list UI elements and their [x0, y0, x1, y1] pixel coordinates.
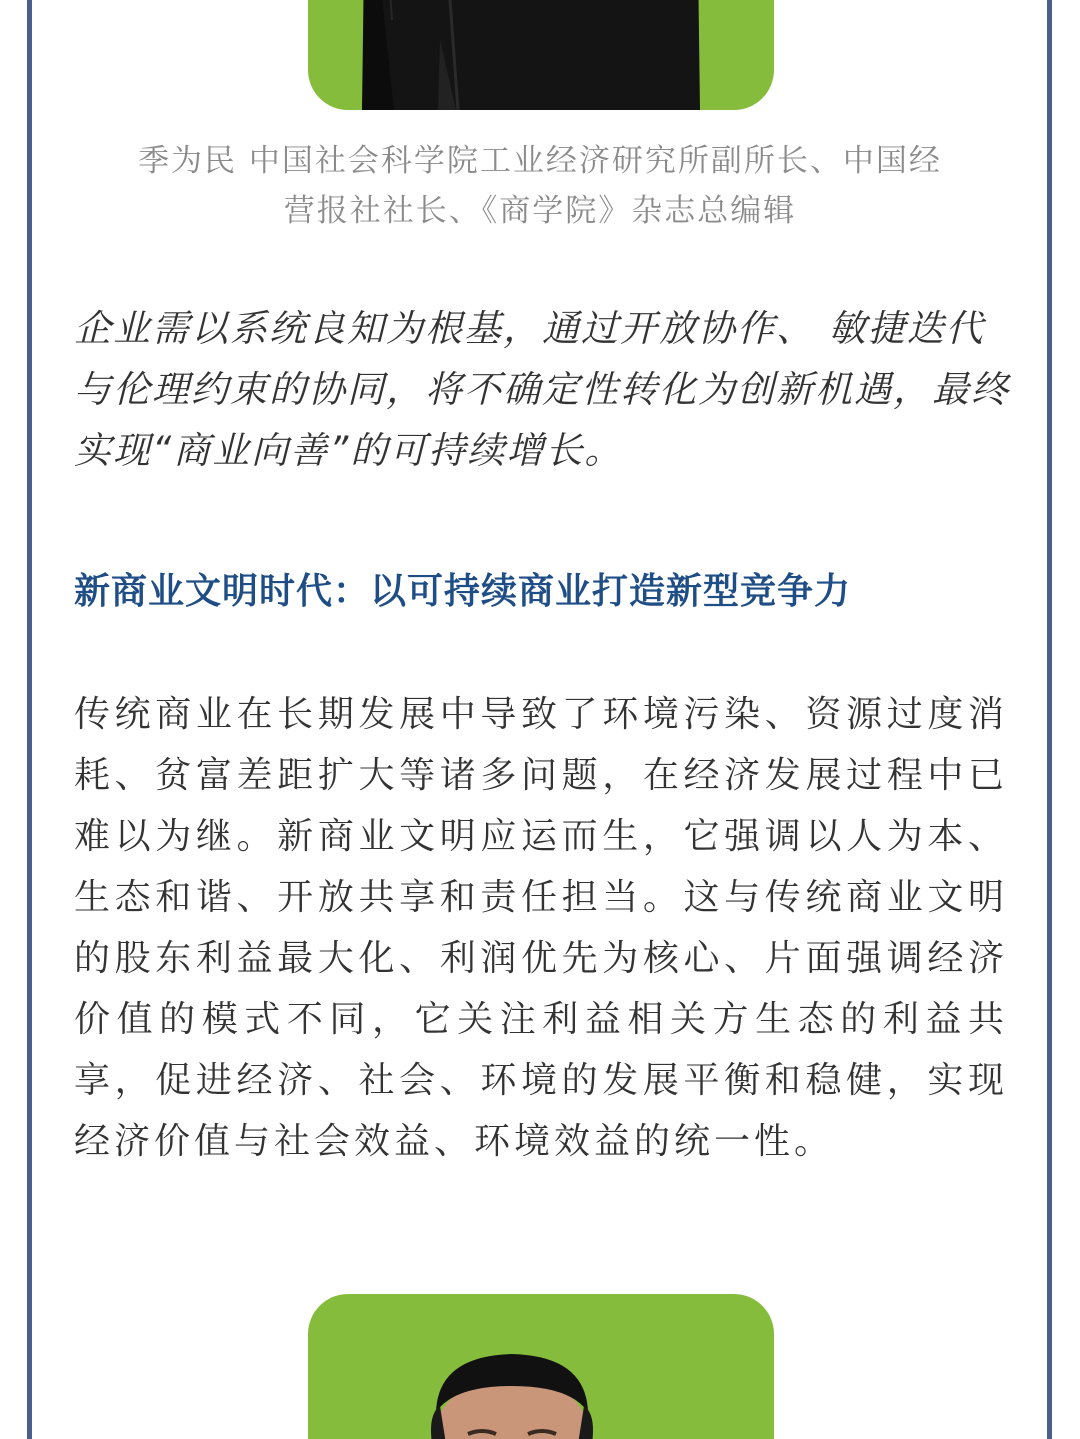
- frame-border-right: [1047, 0, 1052, 1439]
- portrait-figure-bottom: [308, 1294, 774, 1439]
- frame-border-left: [27, 0, 32, 1439]
- portrait-photo-bottom: [308, 1294, 774, 1439]
- pull-quote: 企业需以系统良知为根基，通过开放协作、 敏捷迭代与伦理约束的协同，将不确定性转化为创新机遇，最终实现“商业向善”的可持续增长。: [74, 307, 1010, 472]
- caption-line-1: 季为民 中国社会科学院工业经济研究所副所长、中国经: [138, 143, 942, 179]
- photo-caption: [72, 136, 1008, 236]
- portrait-figure-top: [308, 0, 774, 110]
- portrait-photo-top: [308, 0, 774, 110]
- caption-line-2: 营报社社长、《商学院》杂志总编辑: [283, 193, 797, 229]
- body-paragraph: 传统商业在长期发展中导致了环境污染、资源过度消耗、贫富差距扩大等诸多问题，在经济发展过程中已难以为继。新商业文明应运而生，它强调以人为本、生态和谐、开放共享和责任担当。这与传统商业文明的股东利益最大化、利润优先为核心、片面强调经济价值的模式不同，它关注利益相关方生态的利益共享，促进经济、社会、环境的发展平衡和稳健，实现经济价值与社会效益、环境效益的统一性。: [74, 694, 1008, 1162]
- section-heading: 新商业文明时代：以可持续商业打造新型竞争力: [74, 571, 852, 612]
